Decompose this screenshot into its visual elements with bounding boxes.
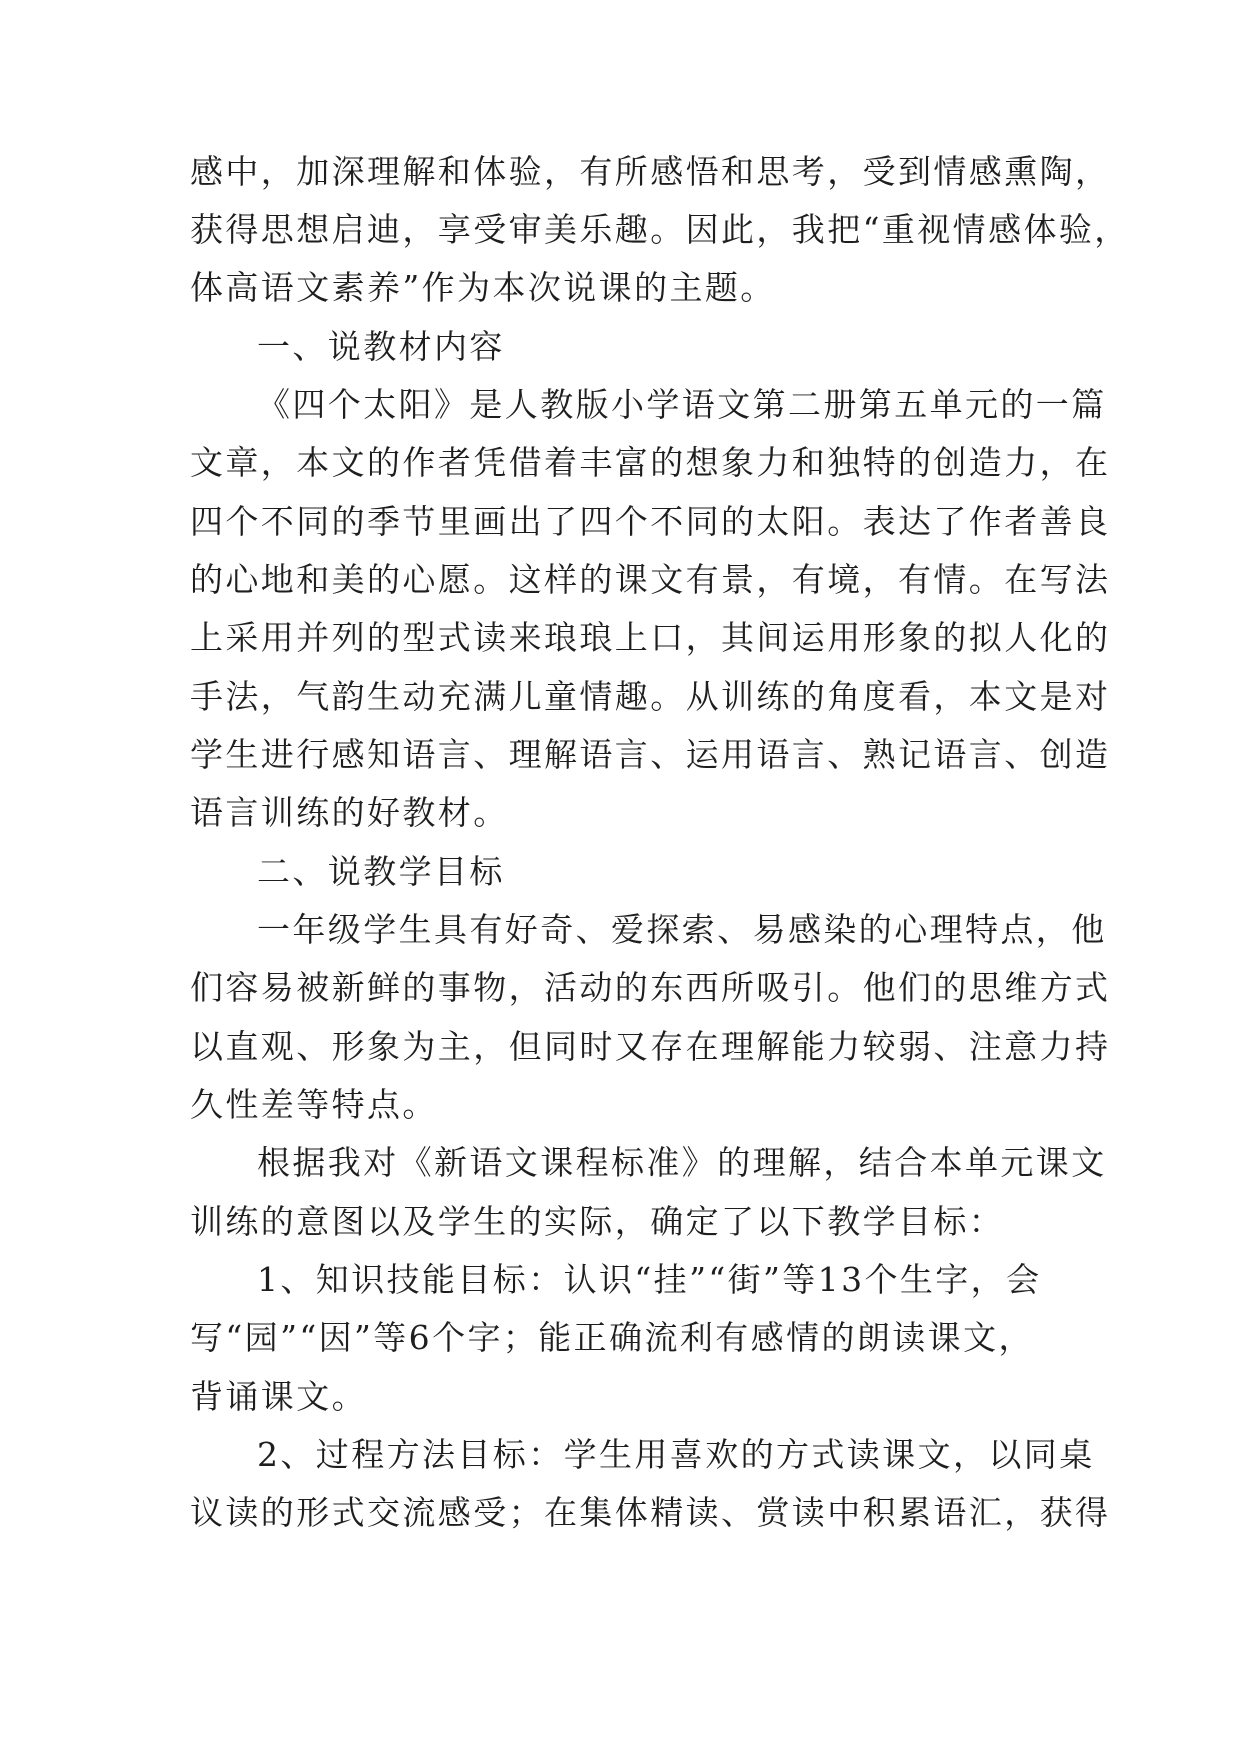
text-line: 久性差等特点。 (190, 1085, 438, 1124)
text-line: 手法，气韵生动充满儿童情趣。从训练的角度看，本文是对 (190, 677, 1111, 716)
section-heading: 二、说教学目标 (257, 852, 505, 891)
text-line: 感中，加深理解和体验，有所感悟和思考，受到情感熏陶， (190, 152, 1111, 191)
text-line: 背诵课文。 (190, 1377, 367, 1416)
text-line: 文章，本文的作者凭借着丰富的想象力和独特的创造力，在 (190, 443, 1111, 482)
text-line: 根据我对《新语文课程标准》的理解，结合本单元课文 (257, 1143, 1107, 1182)
text-line: 《四个太阳》是人教版小学语文第二册第五单元的一篇 (257, 385, 1107, 424)
text-line: 体高语文素养”作为本次说课的主题。 (190, 268, 776, 307)
text-line: 写“园”“因”等6个字；能正确流利有感情的朗读课文， (190, 1318, 1034, 1357)
text-line: 四个不同的季节里画出了四个不同的太阳。表达了作者善良 (190, 502, 1111, 541)
text-line: 议读的形式交流感受；在集体精读、赏读中积累语汇，获得 (190, 1493, 1111, 1532)
text-line: 获得思想启迪，享受审美乐趣。因此，我把“重视情感体验， (190, 210, 1130, 249)
text-line: 的心地和美的心愿。这样的课文有景，有境，有情。在写法 (190, 560, 1111, 599)
text-line: 们容易被新鲜的事物，活动的东西所吸引。他们的思维方式 (190, 968, 1111, 1007)
text-line: 以直观、形象为主，但同时又存在理解能力较弱、注意力持 (190, 1027, 1111, 1066)
text-line: 训练的意图以及学生的实际，确定了以下教学目标： (190, 1202, 1005, 1241)
text-line: 语言训练的好教材。 (190, 793, 509, 832)
text-line: 2、过程方法目标：学生用喜欢的方式读课文，以同桌 (257, 1435, 1095, 1474)
text-line: 1、知识技能目标：认识“挂”“街”等13个生字，会 (257, 1260, 1042, 1299)
text-line: 上采用并列的型式读来琅琅上口，其间运用形象的拟人化的 (190, 618, 1111, 657)
section-heading: 一、说教材内容 (257, 327, 505, 366)
text-line: 一年级学生具有好奇、爱探索、易感染的心理特点，他 (257, 910, 1107, 949)
text-line: 学生进行感知语言、理解语言、运用语言、熟记语言、创造 (190, 735, 1111, 774)
